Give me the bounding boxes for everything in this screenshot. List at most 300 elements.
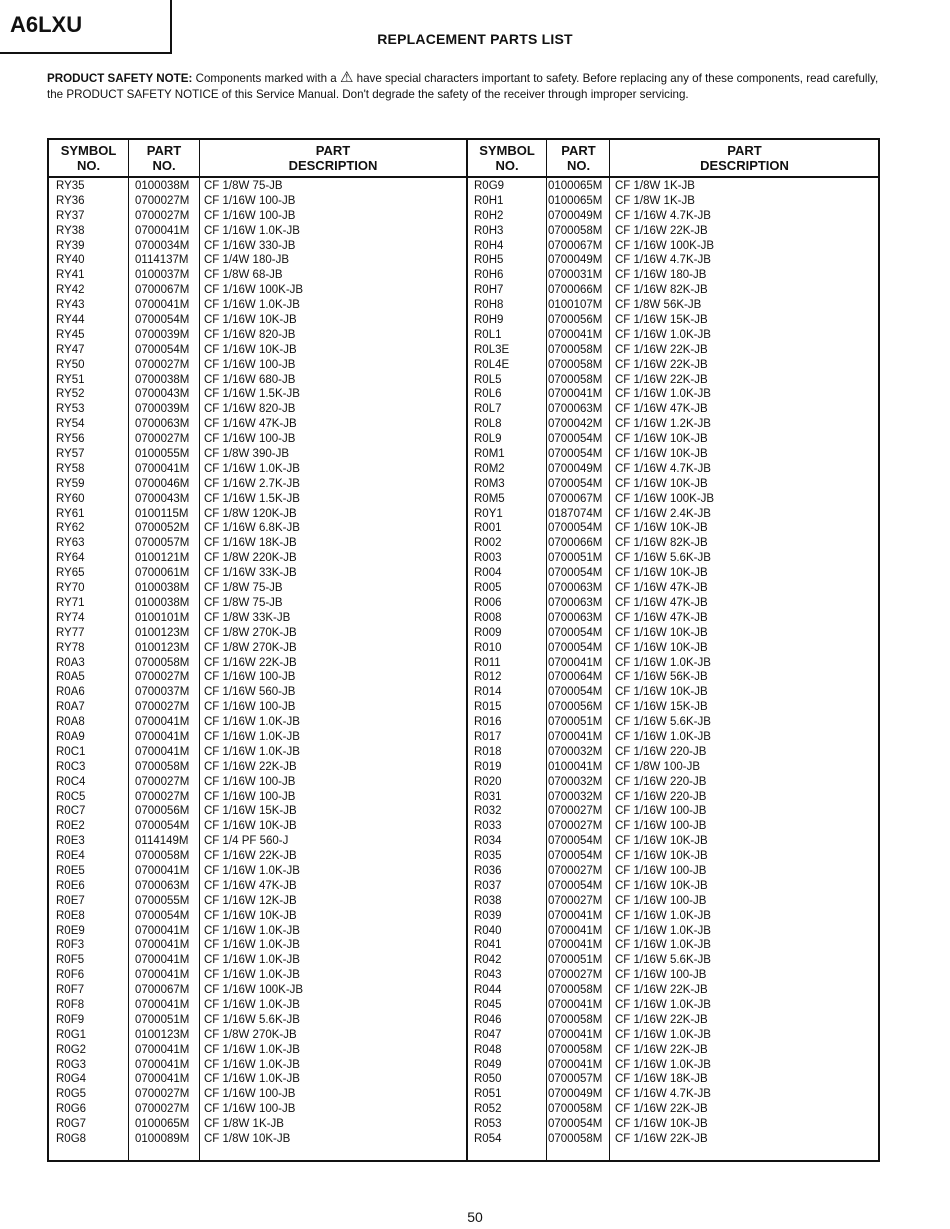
part-no-cell: 0700054M — [135, 343, 190, 356]
table-row — [49, 849, 466, 864]
table-row — [468, 596, 878, 611]
part-no-cell: 0700067M — [548, 492, 603, 505]
description-cell: CF 1/16W 100K-JB — [615, 239, 715, 252]
part-no-cell: 0700066M — [548, 284, 603, 297]
table-row — [468, 343, 878, 358]
table-row — [468, 1132, 878, 1147]
part-no-cell: 0700067M — [135, 984, 190, 997]
table-row — [468, 998, 878, 1013]
description-cell: CF 1/16W 47K-JB — [615, 582, 708, 595]
description-cell: CF 1/16W 22K-JB — [204, 850, 297, 863]
symbol-cell: R034 — [474, 835, 502, 848]
table-row — [468, 611, 878, 626]
table-row — [49, 998, 466, 1013]
table-row — [468, 179, 878, 194]
description-cell: CF 1/16W 22K-JB — [615, 358, 708, 371]
symbol-cell: RY40 — [56, 254, 85, 267]
description-cell: CF 1/16W 1.0K-JB — [204, 462, 300, 475]
part-no-cell: 0700067M — [548, 239, 603, 252]
col-desc-l1: PART — [315, 143, 351, 158]
table-row — [468, 581, 878, 596]
symbol-cell: R036 — [474, 864, 502, 877]
description-cell: CF 1/16W 10K-JB — [615, 433, 708, 446]
part-no-cell: 0700049M — [548, 254, 603, 267]
symbol-cell: RY65 — [56, 567, 85, 580]
table-row — [468, 358, 878, 373]
table-row — [49, 1013, 466, 1028]
description-cell: CF 1/16W 33K-JB — [204, 567, 297, 580]
symbol-cell: R0L6 — [474, 388, 502, 401]
part-no-cell: 0700061M — [135, 567, 190, 580]
part-no-cell: 0700027M — [548, 894, 603, 907]
description-cell: CF 1/16W 100-JB — [615, 864, 707, 877]
description-cell: CF 1/16W 10K-JB — [204, 314, 297, 327]
part-no-cell: 0700054M — [548, 835, 603, 848]
table-row — [468, 373, 878, 388]
table-row — [49, 1028, 466, 1043]
part-no-cell: 0700051M — [548, 954, 603, 967]
description-cell: CF 1/16W 100-JB — [204, 209, 296, 222]
part-no-cell: 0700041M — [135, 924, 190, 937]
part-no-cell: 0700043M — [135, 388, 190, 401]
description-cell: CF 1/16W 10K-JB — [615, 641, 708, 654]
symbol-cell: R0E9 — [56, 924, 85, 937]
part-no-cell: 0100038M — [135, 180, 190, 192]
model-number: A6LXU — [10, 12, 83, 37]
description-cell: CF 1/8W 1K-JB — [615, 194, 695, 207]
table-row — [49, 253, 466, 268]
part-no-cell: 0700058M — [548, 373, 603, 386]
table-row — [468, 492, 878, 507]
table-row — [49, 194, 466, 209]
symbol-cell: R012 — [474, 671, 502, 684]
table-row — [468, 239, 878, 254]
table-row — [468, 1087, 878, 1102]
symbol-cell: R0L1 — [474, 328, 502, 341]
table-row — [468, 432, 878, 447]
table-row — [468, 745, 878, 760]
symbol-cell: R0A5 — [56, 671, 85, 684]
table-row — [49, 700, 466, 715]
description-cell: CF 1/8W 120K-JB — [204, 507, 297, 520]
table-row — [49, 968, 466, 983]
part-no-cell: 0700027M — [548, 969, 603, 982]
table-row — [49, 373, 466, 388]
part-no-cell: 0700057M — [548, 1073, 603, 1086]
description-cell: CF 1/16W 15K-JB — [204, 805, 297, 818]
description-cell: CF 1/16W 10K-JB — [615, 626, 708, 639]
symbol-cell: R014 — [474, 686, 502, 699]
symbol-cell: R0H2 — [474, 209, 504, 222]
symbol-cell: RY38 — [56, 224, 85, 237]
symbol-cell: R035 — [474, 850, 502, 863]
col-desc-l2: DESCRIPTION — [288, 158, 378, 173]
table-row — [49, 358, 466, 373]
col-part-l2: NO. — [152, 158, 176, 173]
description-cell: CF 1/16W 47K-JB — [615, 596, 708, 609]
symbol-cell: R0A7 — [56, 701, 85, 714]
description-cell: CF 1/16W 1.0K-JB — [615, 909, 711, 922]
symbol-cell: R0E4 — [56, 850, 85, 863]
description-cell: CF 1/16W 2.7K-JB — [204, 477, 300, 490]
symbol-cell: R0G7 — [56, 1118, 87, 1131]
symbol-cell: RY57 — [56, 448, 85, 461]
symbol-cell: R002 — [474, 537, 502, 550]
description-cell: CF 1/16W 47K-JB — [204, 879, 297, 892]
part-no-cell: 0700058M — [548, 1013, 603, 1026]
symbol-cell: R0F9 — [56, 1013, 85, 1026]
symbol-cell: RY36 — [56, 194, 85, 207]
table-row — [468, 477, 878, 492]
table-row — [468, 1117, 878, 1132]
col-symbol-l2: NO. — [76, 158, 101, 173]
col-symbol-l1: SYMBOL — [479, 143, 535, 158]
col-desc-header — [200, 140, 466, 176]
part-no-cell: 0100123M — [135, 641, 190, 654]
part-no-cell: 0700058M — [548, 224, 603, 237]
description-cell: CF 1/16W 1.0K-JB — [204, 224, 300, 237]
table-body-right — [468, 179, 878, 1147]
table-row — [468, 924, 878, 939]
part-no-cell: 0700032M — [548, 745, 603, 758]
symbol-cell: R050 — [474, 1073, 502, 1086]
symbol-cell: R0E8 — [56, 909, 85, 922]
safety-note-text-after: have special characters important to safety. Before replacing any of these components, read carefully, the PRODUCT SAFETY NOTICE of this Service Manual. Don't degrade the safety of the receiver through improper servicing. — [47, 72, 879, 101]
symbol-cell: R0L5 — [474, 373, 502, 386]
table-row — [49, 536, 466, 551]
symbol-cell: RY47 — [56, 343, 85, 356]
col-part-l1: PART — [561, 143, 596, 158]
table-row — [49, 983, 466, 998]
table-row — [49, 760, 466, 775]
symbol-cell: RY58 — [56, 462, 85, 475]
col-part-no-header — [129, 140, 199, 176]
symbol-cell: R0E7 — [56, 894, 85, 907]
description-cell: CF 1/16W 1.2K-JB — [615, 418, 711, 431]
table-row — [468, 313, 878, 328]
part-no-cell: 0700041M — [548, 1058, 603, 1071]
col-part-l2: NO. — [566, 158, 591, 173]
description-cell: CF 1/8W 75-JB — [204, 582, 283, 595]
symbol-cell: R0C3 — [56, 760, 86, 773]
col-symbol-l1: SYMBOL — [60, 143, 117, 158]
table-row — [468, 1058, 878, 1073]
part-no-cell: 0700055M — [135, 894, 190, 907]
description-cell: CF 1/16W 100K-JB — [615, 492, 715, 505]
part-no-cell: 0700027M — [548, 864, 603, 877]
safety-note-label: PRODUCT SAFETY NOTE: — [47, 72, 193, 85]
warning-triangle-icon: ⚠ — [339, 69, 354, 86]
part-no-cell: 0700054M — [548, 567, 603, 580]
part-no-cell: 0700037M — [135, 686, 190, 699]
table-row — [468, 521, 878, 536]
symbol-cell: R0A3 — [56, 656, 85, 669]
description-cell: CF 1/16W 56K-JB — [615, 671, 708, 684]
symbol-cell: R0C1 — [56, 745, 86, 758]
description-cell: CF 1/16W 100-JB — [204, 671, 296, 684]
table-row — [49, 492, 466, 507]
symbol-cell: R0C7 — [56, 805, 86, 818]
table-row — [468, 790, 878, 805]
description-cell: CF 1/16W 22K-JB — [204, 656, 297, 669]
description-cell: CF 1/16W 1.0K-JB — [615, 924, 711, 937]
description-cell: CF 1/16W 10K-JB — [615, 448, 708, 461]
table-row — [468, 387, 878, 402]
parts-table — [47, 138, 880, 1162]
part-no-cell: 0100065M — [548, 194, 603, 207]
symbol-cell: R0G5 — [56, 1088, 87, 1101]
symbol-cell: R015 — [474, 701, 502, 714]
symbol-cell: R041 — [474, 939, 502, 952]
description-cell: CF 1/16W 220-JB — [615, 745, 707, 758]
description-cell: CF 1/16W 100-JB — [615, 894, 707, 907]
part-no-cell: 0700056M — [135, 805, 190, 818]
symbol-cell: RY56 — [56, 433, 85, 446]
table-row — [468, 268, 878, 283]
part-no-cell: 0700054M — [135, 314, 190, 327]
description-cell: CF 1/16W 330-JB — [204, 239, 296, 252]
symbol-cell: R0L4E — [474, 358, 510, 371]
description-cell: CF 1/16W 5.6K-JB — [615, 716, 711, 729]
table-row — [49, 626, 466, 641]
part-no-cell: 0700056M — [548, 314, 603, 327]
table-row — [468, 447, 878, 462]
part-no-cell: 0700041M — [135, 969, 190, 982]
table-row — [49, 730, 466, 745]
table-row — [468, 1102, 878, 1117]
description-cell: CF 1/16W 1.0K-JB — [204, 745, 300, 758]
symbol-cell: R0C4 — [56, 775, 86, 788]
description-cell: CF 1/8W 1K-JB — [615, 180, 695, 192]
symbol-cell: R045 — [474, 998, 502, 1011]
description-cell: CF 1/8W 100-JB — [615, 760, 700, 773]
table-row — [468, 968, 878, 983]
description-cell: CF 1/16W 1.0K-JB — [615, 1028, 711, 1041]
table-row — [49, 402, 466, 417]
description-cell: CF 1/8W 75-JB — [204, 180, 283, 192]
part-no-cell: 0700058M — [548, 343, 603, 356]
part-no-cell: 0700032M — [548, 775, 603, 788]
description-cell: CF 1/16W 10K-JB — [204, 343, 297, 356]
table-row — [49, 343, 466, 358]
part-no-cell: 0100123M — [135, 626, 190, 639]
symbol-cell: R0F5 — [56, 954, 85, 967]
part-no-cell: 0100115M — [135, 507, 189, 520]
table-row — [468, 819, 878, 834]
description-cell: CF 1/16W 100-JB — [204, 775, 296, 788]
table-row — [468, 864, 878, 879]
description-cell: CF 1/16W 82K-JB — [615, 537, 708, 550]
description-cell: CF 1/16W 1.0K-JB — [204, 954, 300, 967]
symbol-cell: RY50 — [56, 358, 85, 371]
description-cell: CF 1/8W 270K-JB — [204, 1028, 297, 1041]
symbol-cell: R016 — [474, 716, 502, 729]
description-cell: CF 1/16W 1.0K-JB — [204, 998, 300, 1011]
symbol-cell: R006 — [474, 596, 502, 609]
col-symbol-header — [468, 140, 546, 176]
part-no-cell: 0700054M — [548, 850, 603, 863]
description-cell: CF 1/16W 1.0K-JB — [204, 969, 300, 982]
part-no-cell: 0700027M — [135, 194, 190, 207]
part-no-cell: 0700027M — [135, 701, 190, 714]
table-row — [468, 298, 878, 313]
table-row — [468, 909, 878, 924]
description-cell: CF 1/16W 4.7K-JB — [615, 209, 711, 222]
symbol-cell: R018 — [474, 745, 502, 758]
symbol-cell: R031 — [474, 790, 502, 803]
description-cell: CF 1/16W 100-JB — [204, 790, 296, 803]
part-no-cell: 0100041M — [548, 760, 603, 773]
description-cell: CF 1/16W 1.0K-JB — [204, 1058, 300, 1071]
table-row — [468, 224, 878, 239]
description-cell: CF 1/16W 10K-JB — [615, 686, 708, 699]
part-no-cell: 0700046M — [135, 477, 190, 490]
table-row — [49, 715, 466, 730]
part-no-cell: 0114137M — [135, 254, 189, 267]
table-header — [468, 140, 878, 178]
table-row — [49, 656, 466, 671]
part-no-cell: 0700049M — [548, 462, 603, 475]
table-row — [468, 983, 878, 998]
description-cell: CF 1/16W 100-JB — [204, 1088, 296, 1101]
table-row — [49, 507, 466, 522]
description-cell: CF 1/8W 33K-JB — [204, 611, 291, 624]
symbol-cell: R040 — [474, 924, 502, 937]
description-cell: CF 1/16W 1.0K-JB — [204, 924, 300, 937]
symbol-cell: R009 — [474, 626, 502, 639]
table-row — [468, 566, 878, 581]
symbol-cell: R0F3 — [56, 939, 85, 952]
part-no-cell: 0700031M — [548, 269, 603, 282]
table-row — [49, 521, 466, 536]
part-no-cell: 0700054M — [135, 820, 190, 833]
description-cell: CF 1/16W 100-JB — [615, 820, 707, 833]
description-cell: CF 1/16W 1.0K-JB — [204, 716, 300, 729]
part-no-cell: 0700054M — [548, 1118, 603, 1131]
part-no-cell: 0700027M — [135, 358, 190, 371]
part-no-cell: 0700027M — [548, 820, 603, 833]
table-row — [468, 402, 878, 417]
part-no-cell: 0700041M — [135, 954, 190, 967]
part-no-cell: 0700041M — [548, 656, 603, 669]
description-cell: CF 1/16W 10K-JB — [615, 879, 708, 892]
symbol-cell: RY74 — [56, 611, 85, 624]
symbol-cell: R0G9 — [474, 180, 505, 192]
part-no-cell: 0700051M — [548, 552, 603, 565]
description-cell: CF 1/16W 1.0K-JB — [204, 939, 300, 952]
symbol-cell: R0G6 — [56, 1103, 87, 1116]
page-title: REPLACEMENT PARTS LIST — [377, 31, 573, 47]
part-no-cell: 0700058M — [135, 760, 190, 773]
part-no-cell: 0700058M — [548, 1043, 603, 1056]
table-row — [49, 1132, 466, 1147]
table-row — [49, 1117, 466, 1132]
part-no-cell: 0700054M — [135, 909, 190, 922]
table-row — [49, 909, 466, 924]
part-no-cell: 0700041M — [548, 730, 603, 743]
table-body-left — [49, 179, 466, 1147]
description-cell: CF 1/8W 1K-JB — [204, 1118, 284, 1131]
table-row — [49, 685, 466, 700]
description-cell: CF 1/16W 5.6K-JB — [204, 1013, 300, 1026]
symbol-cell: RY43 — [56, 299, 85, 312]
part-no-cell: 0700063M — [548, 611, 603, 624]
description-cell: CF 1/16W 100-JB — [615, 805, 707, 818]
symbol-cell: R004 — [474, 567, 502, 580]
col-desc-header — [611, 140, 878, 176]
symbol-cell: R0H9 — [474, 314, 504, 327]
description-cell: CF 1/16W 560-JB — [204, 686, 296, 699]
symbol-cell: R044 — [474, 984, 502, 997]
table-row — [49, 864, 466, 879]
part-no-cell: 0700054M — [548, 641, 603, 654]
part-no-cell: 0700038M — [135, 373, 190, 386]
part-no-cell: 0700034M — [135, 239, 190, 252]
part-no-cell: 0100107M — [548, 299, 603, 312]
col-symbol-header — [49, 140, 128, 176]
description-cell: CF 1/16W 47K-JB — [204, 418, 297, 431]
table-row — [49, 1058, 466, 1073]
table-row — [49, 879, 466, 894]
table-row — [468, 209, 878, 224]
symbol-cell: R0H5 — [474, 254, 504, 267]
table-row — [49, 641, 466, 656]
safety-note — [47, 71, 897, 103]
symbol-cell: R0E6 — [56, 879, 85, 892]
page-number: 50 — [467, 1209, 483, 1225]
table-row — [49, 804, 466, 819]
col-symbol-l2: NO. — [495, 158, 519, 173]
symbol-cell: R0C5 — [56, 790, 86, 803]
part-no-cell: 0700041M — [135, 716, 190, 729]
symbol-cell: R033 — [474, 820, 502, 833]
part-no-cell: 0100038M — [135, 582, 190, 595]
symbol-cell: R037 — [474, 879, 502, 892]
symbol-cell: R0A8 — [56, 716, 85, 729]
table-row — [49, 239, 466, 254]
part-no-cell: 0700067M — [135, 284, 190, 297]
symbol-cell: R053 — [474, 1118, 502, 1131]
symbol-cell: RY35 — [56, 180, 85, 192]
table-row — [468, 641, 878, 656]
part-no-cell: 0700066M — [548, 537, 603, 550]
table-row — [49, 1087, 466, 1102]
part-no-cell: 0700049M — [548, 1088, 603, 1101]
description-cell: CF 1/16W 100-JB — [204, 1103, 296, 1116]
symbol-cell: R0E2 — [56, 820, 85, 833]
table-row — [49, 477, 466, 492]
symbol-cell: RY63 — [56, 537, 85, 550]
symbol-cell: R048 — [474, 1043, 502, 1056]
symbol-cell: R0A6 — [56, 686, 85, 699]
symbol-cell: R042 — [474, 954, 502, 967]
part-no-cell: 0700058M — [548, 984, 603, 997]
table-row — [468, 1028, 878, 1043]
description-cell: CF 1/16W 1.0K-JB — [204, 299, 300, 312]
part-no-cell: 0700054M — [548, 477, 603, 490]
symbol-cell: R0H3 — [474, 224, 504, 237]
part-no-cell: 0700052M — [135, 522, 190, 535]
table-row — [468, 328, 878, 343]
part-no-cell: 0700058M — [548, 1133, 603, 1145]
symbol-cell: R0Y1 — [474, 507, 503, 520]
table-row — [468, 551, 878, 566]
symbol-cell: R019 — [474, 760, 502, 773]
description-cell: CF 1/16W 4.7K-JB — [615, 254, 711, 267]
table-row — [49, 432, 466, 447]
description-cell: CF 1/16W 10K-JB — [204, 820, 297, 833]
description-cell: CF 1/16W 10K-JB — [615, 477, 708, 490]
